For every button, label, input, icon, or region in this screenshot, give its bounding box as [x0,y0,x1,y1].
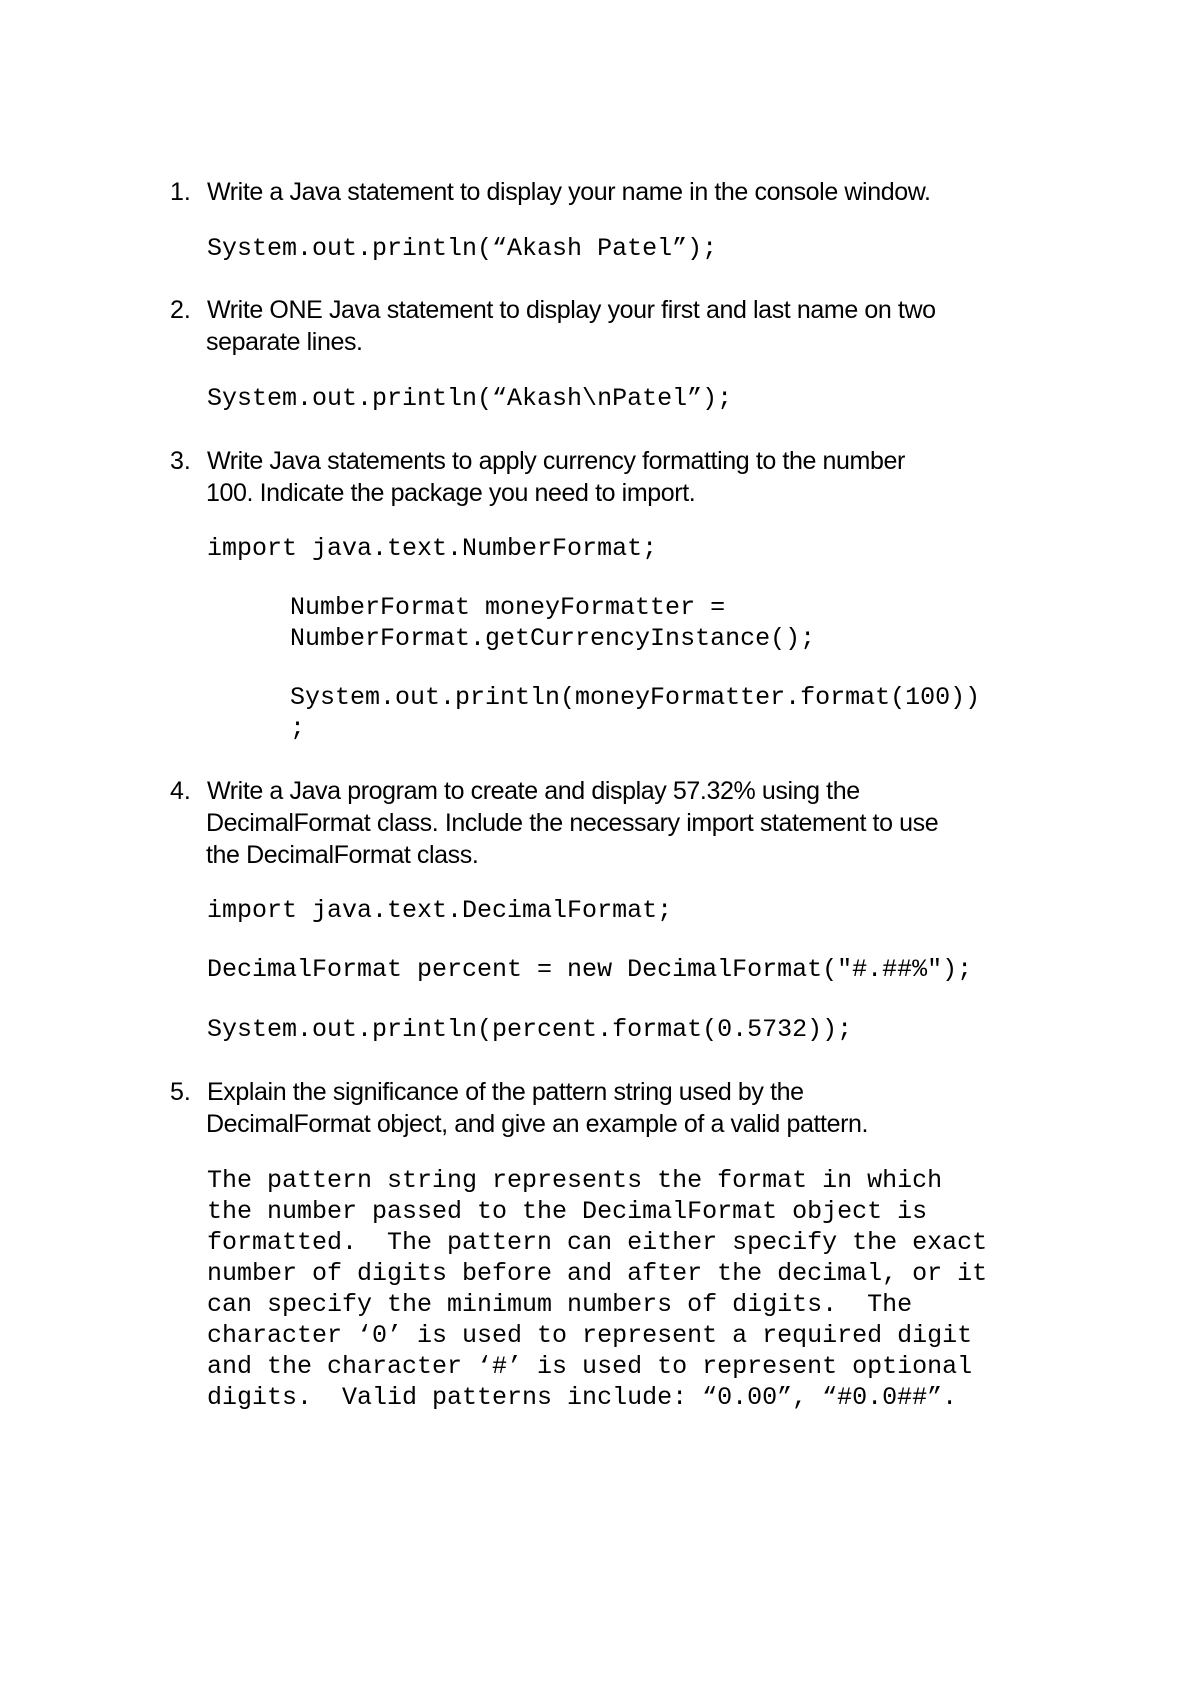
code-line: import java.text.DecimalFormat; [207,896,673,925]
code-line: character ‘0’ is used to represent a required digit [207,1321,973,1350]
code-line: NumberFormat.getCurrencyInstance(); [290,624,816,653]
question-number: 4. [170,777,191,805]
question-line: DecimalFormat class. Include the necessary import statement to use [206,809,939,837]
question-line: separate lines. [206,328,363,356]
question-number: 2. [170,296,191,324]
question-line: Write a Java program to create and display 57.32% using the [207,777,860,805]
question-number: 3. [170,447,191,475]
answer-code [207,1165,987,1413]
code-line: System.out.println(“Akash\nPatel”); [207,384,733,413]
question-line: Write a Java statement to display your name in the console window. [207,178,931,206]
question-line: Explain the significance of the pattern string used by the [207,1078,804,1106]
question-text [207,775,1087,871]
code-line: and the character ‘#’ is used to represent optional [207,1352,973,1381]
question-text [207,176,1087,208]
question-number: 5. [170,1078,191,1106]
answer-code [207,383,732,414]
question-line: DecimalFormat object, and give an example of a valid pattern. [206,1110,869,1138]
answer-code [290,592,815,654]
answer-code [207,233,717,264]
code-line: System.out.println(“Akash Patel”); [207,234,718,263]
code-line: can specify the minimum numbers of digits. The [207,1290,913,1319]
code-line: formatted. The pattern can either specify the exact [207,1228,988,1257]
question-text [207,445,1087,509]
answer-code [207,954,972,985]
code-line: NumberFormat moneyFormatter = [290,593,726,622]
code-line: number of digits before and after the decimal, or it [207,1259,988,1288]
question-text [207,294,1087,358]
question-number: 1. [170,178,191,206]
question-line: Write Java statements to apply currency formatting to the number [207,447,905,475]
answer-code [207,1014,852,1045]
code-line: the number passed to the DecimalFormat object is [207,1197,928,1226]
question-line: Write ONE Java statement to display your first and last name on two [207,296,936,324]
question-line: 100. Indicate the package you need to import. [206,479,696,507]
code-line: System.out.println(moneyFormatter.format(100)) [290,683,981,712]
question-text [207,1076,1087,1140]
code-line: System.out.println(percent.format(0.5732)); [207,1015,853,1044]
answer-code [207,895,672,926]
answer-code [290,682,980,744]
code-line: DecimalFormat percent = new DecimalFormat("#.##%"); [207,955,973,984]
code-line: ; [290,714,306,743]
question-line: the DecimalFormat class. [206,841,479,869]
code-line: digits. Valid patterns include: “0.00”, “#0.0##”. [207,1383,958,1412]
code-line: import java.text.NumberFormat; [207,534,658,563]
code-line: The pattern string represents the format in which [207,1166,943,1195]
answer-code [207,533,657,564]
